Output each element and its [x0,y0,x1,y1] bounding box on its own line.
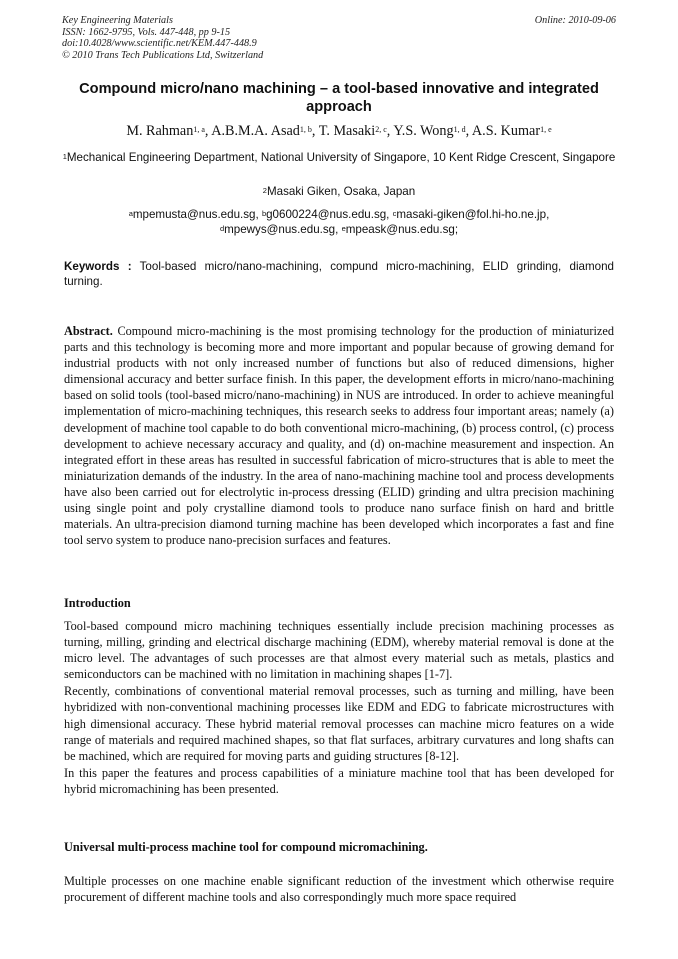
paragraph: Recently, combinations of conventional material removal processes, such as turning and milling, have been hybridized with non-conventional machining processes like EDM and EDG to fabricate microstructures with high dimensional accuracy. These hybrid material removal processes can machine micro features on a wide range of materials and required machined shapes, so that flat surfaces, arbitrary curvatures and long shafts can be machined, which are required for moving parts and guiding structures [8-12]. [64,684,614,763]
author-name: A.S. Kumar [471,123,541,139]
author-affil-sup: 1, d [453,125,466,134]
email-address[interactable]: g0600224@nus.edu.sg, [266,208,393,221]
doi-line: doi:10.4028/www.scientific.net/KEM.447-448.9 [62,38,257,50]
paragraph: In this paper the features and process capabilities of a miniature machine tool that has been developed for hybrid micromachining has been presented. [64,765,614,796]
author-affil-sup: 1, a [193,125,205,134]
email-address[interactable]: mpemusta@nus.edu.sg, [132,208,262,221]
author-affil-sup: 1, b [299,125,312,134]
email-address[interactable]: masaki-giken@fol.hi-ho.ne.jp, [396,208,550,221]
abstract [64,323,614,548]
keywords-text: Tool-based micro/nano-machining, compund micro-machining, ELID grinding, diamond turning. [64,260,615,288]
affiliation-2 [62,184,616,199]
section-heading-introduction: Introduction [64,596,131,610]
author-name: A.B.M.A. Asad [211,123,300,139]
email-sup: a [128,209,133,218]
email-sup: c [392,209,397,218]
journal-header [62,15,616,61]
email-list [62,207,616,237]
abstract-label: Abstract. [64,324,113,338]
author-affil-sup: 1, e [540,125,552,134]
affiliation-text: Mechanical Engineering Department, National University of Singapore, 10 Kent Ridge Crescent, Singapore [66,151,616,164]
author-name: T. Masaki [318,123,376,139]
email-address[interactable]: mpewys@nus.edu.sg, [224,223,342,236]
paragraph: Multiple processes on one machine enable significant reduction of the investment which otherwise require procurement of different machine tools and also correspondingly much more space required [64,874,614,905]
keywords [64,259,614,289]
affiliation-sup: 1 [62,152,67,161]
affiliation-text: Masaki Giken, Osaka, Japan [266,185,416,198]
online-date: Online: 2010-09-06 [534,15,616,26]
paragraph: Tool-based compound micro machining techniques essentially include precision machining processes as turning, milling, grinding and electrical discharge machining (EDM), whereby material removal is done at the micro level. The advantages of such processes are that almost every material such as metals, plastics and semiconductors can be machined with no limitation in machining shapes [1-7]. [64,619,614,682]
journal-name: Key Engineering Materials [62,15,173,26]
section-heading-universal-machine: Universal multi-process machine tool for compound micromachining. [64,840,428,854]
author-name: Y.S. Wong [393,123,454,139]
email-address[interactable]: mpeask@nus.edu.sg; [345,223,459,236]
email-sup: b [261,209,267,218]
paper-title: Compound micro/nano machining – a tool-based innovative and integrated approach [79,81,599,115]
email-sup: d [219,224,225,233]
keywords-label: Keywords : [64,260,132,273]
author-affil-sup: 2, c [375,125,387,134]
copyright-line: © 2010 Trans Tech Publications Ltd, Switzerland [62,49,264,61]
affiliation-sup: 2 [262,186,267,195]
section2-body [64,873,614,905]
issn-line: ISSN: 1662-9795, Vols. 447-448, pp 9-15 [62,26,231,38]
affiliation-1 [62,150,616,165]
author-name: M. Rahman [126,123,194,139]
author-list: M. Rahman$^{1, a}$, A.B.M.A. Asad$^{1, b}$, T. Masaki$^{2, c}$, Y.S. Wong$^{1, d}$, A.S. Kumar$^{1, e}$ [126,123,552,139]
email-sup: e [341,224,346,233]
abstract-text: Compound micro-machining is the most promising technology for the production of miniaturized parts and this technology is becoming more and more important and popular because of growing demand for industrial products with not only increased number of functions but also of reduced dimensions, higher dimensional accuracy and better surface finish. In this paper, the development efforts in micro/nano-machining based on solid tools (tool-based micro/nano-machining) in NUS are introduced. In order to achieve meaningful implementation of micro-machining techniques, this research seeks to address four important areas; namely (a) development of machine tool capable to do both conventional micro-machining, (b) process control, (c) process development to achieve necessary accuracy and quality, and (d) on-machine measurement and inspection. An integrated effort in these areas has resulted in successful fabrication of micro-structures that is able to meet the miniaturization demands of the industry. In the area of nano-machining machine tool and process developments have also been carried out for electrolytic in-process dressing (ELID) grinding and ultra precision machining using single point and poly crystalline diamond tools to produce nano surface finish on hard and brittle materials. An ultra-precision diamond turning machine has been developed which incorporates a fast and fine tool servo system to produce nano-precision surfaces and features. [64,324,614,548]
introduction-body [64,618,614,797]
